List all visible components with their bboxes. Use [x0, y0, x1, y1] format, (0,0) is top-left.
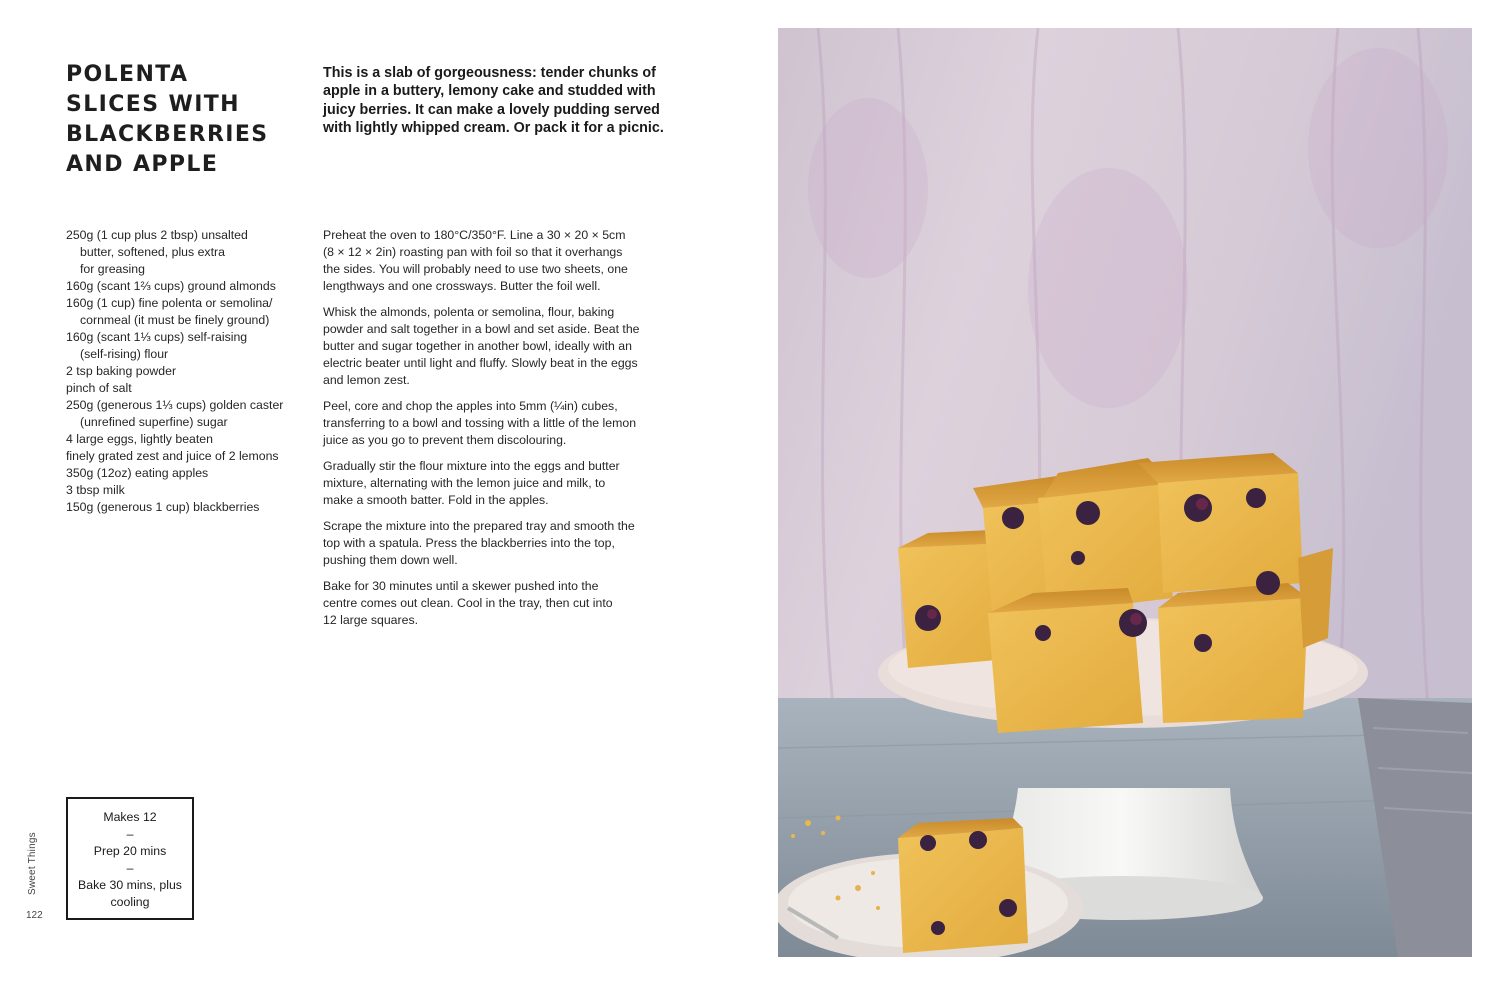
ingredient-item — [66, 278, 311, 295]
ingredient-line: finely grated zest and juice of 2 lemons — [66, 449, 279, 463]
intro-line: apple in a buttery, lemony cake and studded with — [323, 83, 656, 100]
method-step — [323, 518, 693, 569]
ingredient-line: for greasing — [80, 262, 145, 276]
ingredient-line: (self-rising) flour — [80, 347, 169, 361]
ingredient-item — [66, 363, 311, 380]
ingredient-item — [66, 380, 311, 397]
title-line: BLACKBERRIES — [66, 122, 269, 147]
bake-time-text: cooling — [110, 895, 150, 909]
method-step — [323, 578, 693, 629]
ingredient-line: 160g (1 cup) fine polenta or semolina/ — [66, 296, 273, 310]
polenta-cake-photo — [778, 28, 1472, 957]
method-line: Preheat the oven to 180°C/350°F. Line a 30 × 20 × 5cm — [323, 228, 626, 242]
page-number: 122 — [26, 910, 43, 921]
method-line: the sides. You will probably need to use two sheets, one — [323, 262, 628, 276]
prep-time-text: Prep 20 mins — [93, 844, 167, 858]
method-line: electric beater until light and fluffy. Slowly beat in the eggs — [323, 356, 638, 370]
ingredient-line: 150g (generous 1 cup) blackberries — [66, 500, 260, 514]
ingredient-line: (unrefined superfine) sugar — [80, 415, 228, 429]
recipe-intro — [323, 64, 693, 138]
intro-line: juicy berries. It can make a lovely pudding served — [323, 101, 660, 118]
ingredient-line: butter, softened, plus extra — [80, 245, 225, 259]
ingredient-item — [66, 499, 311, 516]
ingredient-line: 250g (1 cup plus 2 tbsp) unsalted — [66, 228, 248, 242]
method-line: juice as you go to prevent them discolouring. — [323, 433, 567, 447]
method-line: Scrape the mixture into the prepared tray and smooth the — [323, 519, 635, 533]
method-step — [323, 304, 693, 389]
ingredient-item — [66, 482, 311, 499]
ingredient-line: 160g (scant 1⅔ cups) ground almonds — [66, 279, 276, 293]
method-step — [323, 227, 693, 295]
ingredient-item — [66, 329, 311, 363]
ingredient-line: 2 tsp baking powder — [66, 364, 177, 378]
method-line: transferring to a bowl and tossing with a little of the lemon — [323, 416, 637, 430]
ingredient-item — [66, 465, 311, 482]
servings-text: Makes 12 — [103, 810, 157, 824]
ingredient-line: 3 tbsp milk — [66, 483, 125, 497]
method-step — [323, 398, 693, 449]
ingredients-list — [66, 227, 311, 516]
title-line: POLENTA — [66, 62, 189, 87]
ingredient-line: 350g (12oz) eating apples — [66, 466, 209, 480]
method-line: 12 large squares. — [323, 613, 419, 627]
bake-time-text: Bake 30 mins, plus — [78, 878, 182, 892]
section-label: Sweet Things — [27, 832, 38, 895]
ingredient-line: 250g (generous 1⅓ cups) golden caster — [66, 398, 284, 412]
title-line: AND APPLE — [66, 152, 219, 177]
method-line: butter and sugar together in another bowl, ideally with an — [323, 339, 632, 353]
method-line: centre comes out clean. Cool in the tray, then cut into — [323, 596, 613, 610]
intro-line: This is a slab of gorgeousness: tender chunks of — [323, 65, 656, 81]
method-line: Gradually stir the flour mixture into the eggs and butter — [323, 459, 620, 473]
method-line: pushing them down well. — [323, 553, 458, 567]
method-line: Peel, core and chop the apples into 5mm (¼in) cubes, — [323, 399, 618, 413]
info-divider: – — [126, 827, 134, 841]
ingredient-item — [66, 448, 311, 465]
ingredient-line: 160g (scant 1⅓ cups) self-raising — [66, 330, 248, 344]
method-line: lengthways and one crossways. Butter the foil well. — [323, 279, 601, 293]
method-line: make a smooth batter. Fold in the apples. — [323, 493, 549, 507]
recipe-title — [66, 60, 306, 180]
ingredient-item — [66, 227, 311, 278]
ingredient-item — [66, 295, 311, 329]
method-line: top with a spatula. Press the blackberries into the top, — [323, 536, 615, 550]
method-line: mixture, alternating with the lemon juice and milk, to — [323, 476, 606, 490]
title-line: SLICES WITH — [66, 92, 240, 117]
ingredient-line: 4 large eggs, lightly beaten — [66, 432, 213, 446]
info-divider: – — [126, 861, 134, 875]
ingredient-line: cornmeal (it must be finely ground) — [80, 313, 270, 327]
method-line: Whisk the almonds, polenta or semolina, flour, baking — [323, 305, 615, 319]
intro-line: with lightly whipped cream. Or pack it for a picnic. — [323, 120, 664, 137]
method-steps — [323, 227, 693, 638]
method-line: powder and salt together in a bowl and set aside. Beat the — [323, 322, 640, 336]
recipe-info-box — [66, 797, 194, 920]
method-line: Bake for 30 minutes until a skewer pushed into the — [323, 579, 599, 593]
method-line: and lemon zest. — [323, 373, 410, 387]
method-step — [323, 458, 693, 509]
method-line: (8 × 12 × 2in) roasting pan with foil so that it overhangs — [323, 245, 623, 259]
ingredient-item — [66, 397, 311, 431]
ingredient-item — [66, 431, 311, 448]
ingredient-line: pinch of salt — [66, 381, 132, 395]
